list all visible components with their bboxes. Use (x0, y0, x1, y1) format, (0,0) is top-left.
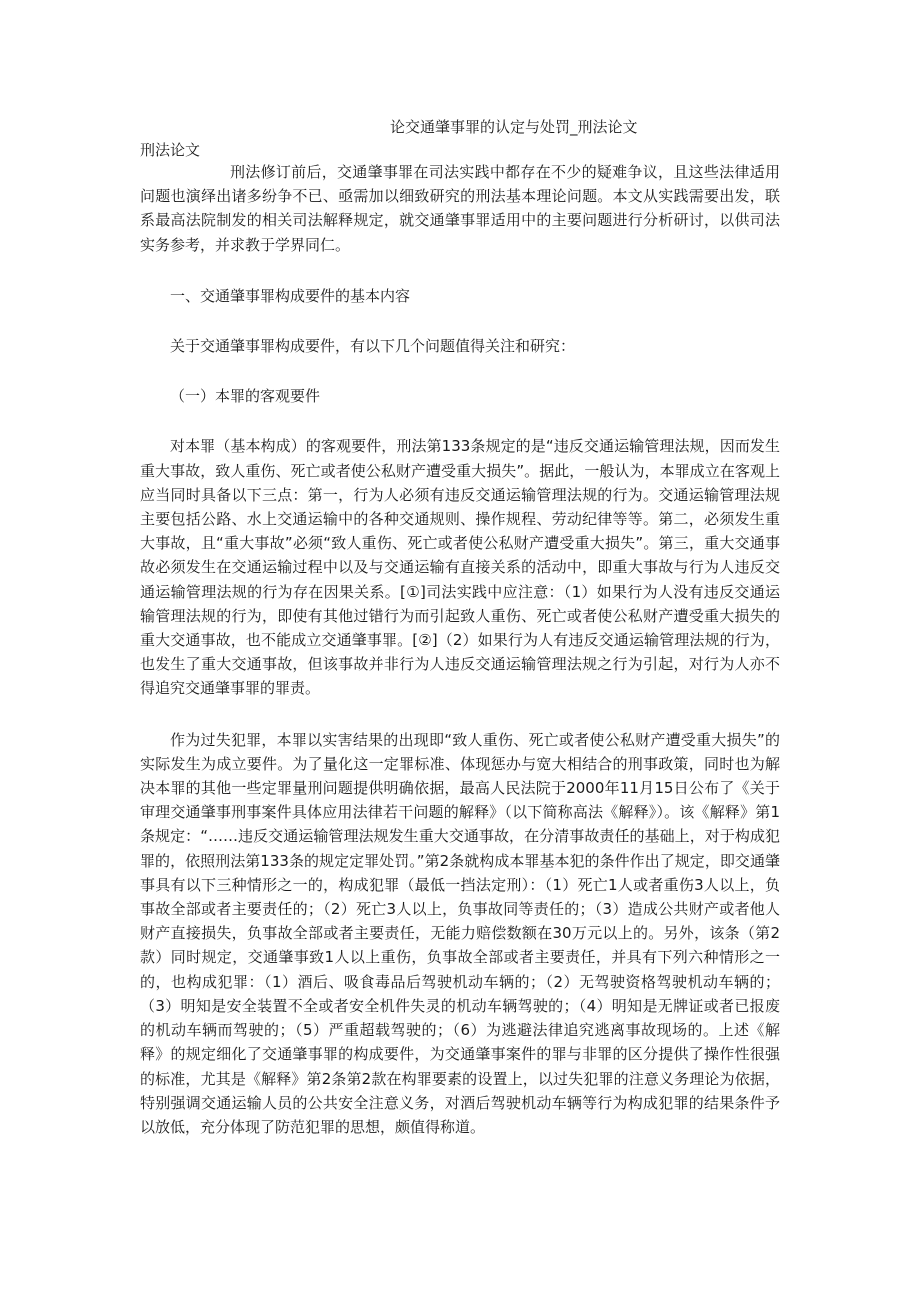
subsection-heading: （一）本罪的客观要件 (170, 387, 321, 406)
body-paragraph: 对本罪（基本构成）的客观要件，刑法第133条规定的是“违反交通运输管理法规，因而发生重大事故，致人重伤、死亡或者使公私财产遭受重大损失”。据此，一般认为，本罪成立在客观上应当同时具备以下三点：第一，行为人必须有违反交通运输管理法规的行为。交通运输管理法规主要包括公路、水上交通运输中的各种交通规则、操作规程、劳动纪律等等。第二，必须发生重大事故，且“重大事故”必须“致人重伤、死亡或者使公私财产遭受重大损失”。第三，重大交通事故必须发生在交通运输过程中以及与交通运输有直接关系的活动中，即重大事故与行为人违反交通运输管理法规的行为存在因果关系。[①]司法实践中应注意：（1）如果行为人没有违反交通运输管理法规的行为，即使有其他过错行为而引起致人重伤、死亡或者使公私财产遭受重大损失的重大交通事故，也不能成立交通肇事罪。[②]（2）如果行为人有违反交通运输管理法规的行为，也发生了重大交通事故，但该事故并非行为人违反交通运输管理法规之行为引起，对行为人亦不得追究交通肇事罪的罪责。 (140, 437, 780, 698)
document-title: 论交通肇事罪的认定与处罚_刑法论文 (390, 118, 638, 136)
document-body (140, 160, 780, 1166)
intro-paragraph: 刑法修订前后，交通肇事罪在司法实践中都存在不少的疑难争议，且这些法律适用问题也演绎出诸多纷争不已、亟需加以细致研究的刑法基本理论问题。本文从实践需要出发，联系最高法院制发的相关司法解释规定，就交通肇事罪适用中的主要问题进行分析研讨，以供司法实务参考，并求教于学界同仁。 (140, 163, 780, 254)
section-heading: 一、交通肇事罪构成要件的基本内容 (170, 286, 411, 305)
section-lead-paragraph: 关于交通肇事罪构成要件，有以下几个问题值得关注和研究： (170, 337, 576, 356)
document-category: 刑法论文 (140, 141, 201, 159)
body-paragraph: 作为过失犯罪，本罪以实害结果的出现即“致人重伤、死亡或者使公私财产遭受重大损失”的实际发生为成立要件。为了量化这一定罪标准、体现惩办与宽大相结合的刑事政策，同时也为解决本罪的其他一些定罪量刑问题提供明确依据，最高人民法院于2000年11月15日公布了《关于审理交通肇事刑事案件具体应用法律若干问题的解释》（以下简称高法《解释》）。该《解释》第1条规定：“……违反交通运输管理法规发生重大交通事故，在分清事故责任的基础上，对于构成犯罪的，依照刑法第133条的规定定罪处罚。”第2条就构成本罪基本犯的条件作出了规定，即交通肇事具有以下三种情形之一的，构成犯罪（最低一挡法定刑）：（1）死亡1人或者重伤3人以上，负事故全部或者主要责任的；（2）死亡3人以上，负事故同等责任的；（3）造成公共财产或者他人财产直接损失，负事故全部或者主要责任，无能力赔偿数额在30万元以上的。另外，该条（第2款）同时规定，交通肇事致1人以上重伤，负事故全部或者主要责任，并具有下列六种情形之一的，也构成犯罪：（1）酒后、吸食毒品后驾驶机动车辆的；（2）无驾驶资格驾驶机动车辆的；（3）明知是安全装置不全或者安全机件失灵的机动车辆驾驶的；（4）明知是无牌证或者已报废的机动车辆而驾驶的；（5）严重超载驾驶的；（6）为逃避法律追究逃离事故现场的。上述《解释》的规定细化了交通肇事罪的构成要件，为交通肇事案件的罪与非罪的区分提供了操作性很强的标准，尤其是《解释》第2条第2款在构罪要素的设置上，以过失犯罪的注意义务理论为依据，特别强调交通运输人员的公共安全注意义务，对酒后驾驶机动车辆等行为构成犯罪的结果条件予以放低，充分体现了防范犯罪的思想，颇值得称道。 (140, 730, 780, 1136)
